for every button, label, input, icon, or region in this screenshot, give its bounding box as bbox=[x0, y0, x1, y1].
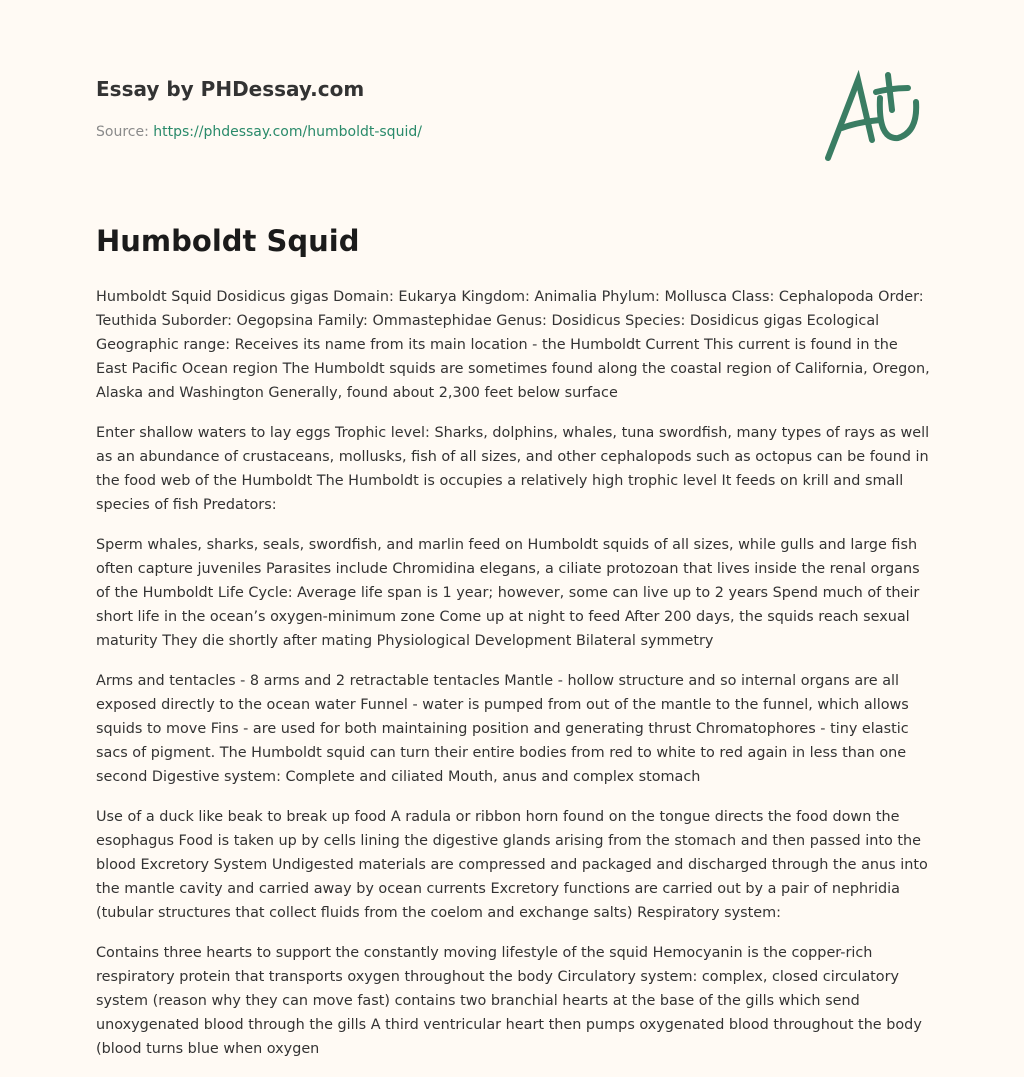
paragraph: Contains three hearts to support the constantly moving lifestyle of the squid Hemocyanin is the copper-rich respiratory protein that transports oxygen throughout the body Circulatory system: complex, closed circulatory system (reason why they can move fast) contains two branchial hearts at the base of the gills which send unoxygenated blood through the gills A third ventricular heart then pumps oxygenated blood throughout the body (blood turns blue when oxygen bbox=[96, 945, 922, 1057]
article-title: Humboldt Squid bbox=[96, 224, 360, 258]
a-plus-logo-icon bbox=[820, 70, 930, 165]
paragraph: Humboldt Squid Dosidicus gigas Domain: Eukarya Kingdom: Animalia Phylum: Mollusca Class: Cephalopoda Order: Teuthida Suborder: Oegopsina Family: Ommastephidae Genus: Dosidicus Species: Dosidicus gigas Ecological Geographic range: Receives its name from its main location - the Humboldt Current This current is found in the East Pacific Ocean region The Humboldt squids are sometimes found along the coastal region of California, Oregon, Alaska and Washington Generally, found about 2,300 feet below surface bbox=[96, 289, 930, 401]
article-body bbox=[96, 285, 932, 1077]
source-line bbox=[96, 124, 422, 140]
site-brand: Essay by PHDessay.com bbox=[96, 77, 365, 101]
paragraph: Arms and tentacles - 8 arms and 2 retractable tentacles Mantle - hollow structure and so internal organs are all exposed directly to the ocean water Funnel - water is pumped from out of the mantle to the funnel, which allows squids to move Fins - are used for both maintaining position and generating thrust Chromatophores - tiny elastic sacs of pigment. The Humboldt squid can turn their entire bodies from red to white to red again in less than one second Digestive system: Complete and ciliated Mouth, anus and complex stomach bbox=[96, 673, 909, 785]
paragraph: Use of a duck like beak to break up food A radula or ribbon horn found on the tongue directs the food down the esophagus Food is taken up by cells lining the digestive glands arising from the stomach and then passed into the blood Excretory System Undigested materials are compressed and packaged and discharged through the anus into the mantle cavity and carried away by ocean currents Excretory functions are carried out by a pair of nephridia (tubular structures that collect fluids from the coelom and exchange salts) Respiratory system: bbox=[96, 809, 928, 921]
paragraph: Sperm whales, sharks, seals, swordfish, and marlin feed on Humboldt squids of all sizes, while gulls and large fish often capture juveniles Parasites include Chromidina elegans, a ciliate protozoan that lives inside the renal organs of the Humboldt Life Cycle: Average life span is 1 year; however, some can live up to 2 years Spend much of their short life in the ocean’s oxygen-minimum zone Come up at night to feed After 200 days, the squids reach sexual maturity They die shortly after mating Physiological Development Bilateral symmetry bbox=[96, 537, 920, 649]
source-label: Source: bbox=[96, 124, 149, 140]
source-link[interactable]: https://phdessay.com/humboldt-squid/ bbox=[153, 124, 422, 140]
paragraph: Enter shallow waters to lay eggs Trophic level: Sharks, dolphins, whales, tuna swordfish, many types of rays as well as an abundance of crustaceans, mollusks, fish of all sizes, and other cephalopods such as octopus can be found in the food web of the Humboldt The Humboldt is occupies a relatively high trophic level It feeds on krill and small species of fish Predators: bbox=[96, 425, 930, 513]
